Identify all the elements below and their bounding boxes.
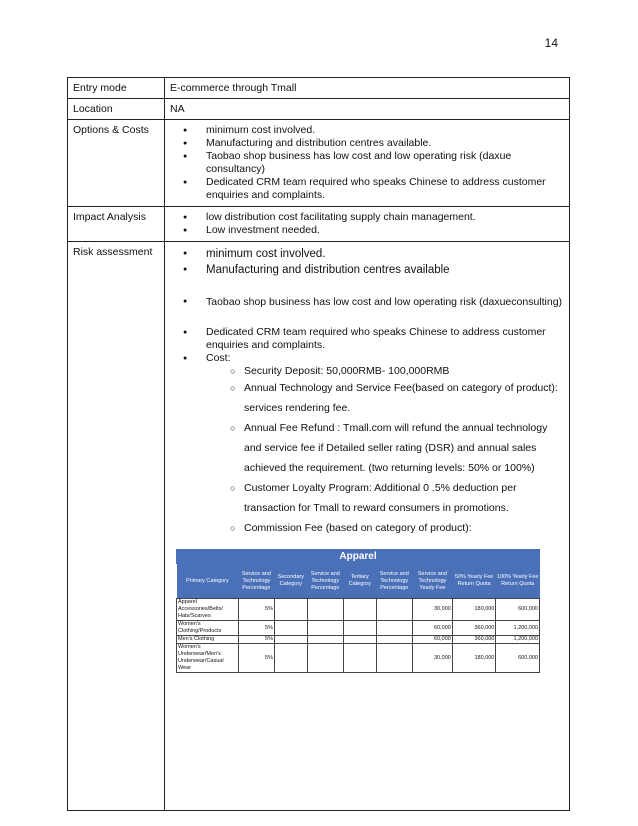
- list-item: ● Taobao shop business has low cost and low operating risk (daxue consultancy): [206, 150, 564, 176]
- table-cell: [307, 599, 343, 621]
- row-impact-analysis: [68, 207, 570, 242]
- table-cell: 5%: [238, 644, 274, 673]
- table-cell: 600,000: [496, 644, 540, 673]
- list-item: [206, 352, 564, 538]
- cost-item: ○ Annual Technology and Service Fee(based on category of product): services rendering fee.: [244, 378, 564, 418]
- table-row: [177, 621, 540, 636]
- table-cell: [275, 599, 308, 621]
- column-header: 50% Yearly Fee Return Quota: [452, 564, 496, 599]
- table-cell: [343, 599, 376, 621]
- table-row: [177, 599, 540, 621]
- list-item: ● minimum cost involved.: [206, 124, 564, 137]
- location-label: Location: [68, 99, 165, 120]
- table-cell: [376, 636, 412, 644]
- apparel-title: Apparel: [176, 549, 540, 564]
- list-item: ● minimum cost involved.: [206, 246, 564, 262]
- table-cell: [376, 599, 412, 621]
- entry-mode-label: Entry mode: [68, 78, 165, 99]
- table-cell: 5%: [238, 636, 274, 644]
- row-location: [68, 99, 570, 120]
- table-cell: [275, 644, 308, 673]
- table-cell: [307, 644, 343, 673]
- column-header: Service and Technology Percentage: [307, 564, 343, 599]
- list-item: ● Low investment needed.: [206, 224, 564, 237]
- table-cell: [343, 644, 376, 673]
- entry-mode-table: [67, 77, 570, 811]
- table-cell: 600,000: [496, 599, 540, 621]
- table-cell: 5%: [238, 621, 274, 636]
- cost-item: ○ Annual Fee Refund : Tmall.com will refund the annual technology and service fee if Detailed seller rating (DSR) and annual sales achieved the requirement. (two returning levels: 50% or 100%): [244, 418, 564, 478]
- cost-sublist: [206, 365, 564, 538]
- list-item: ● Dedicated CRM team required who speaks Chinese to address customer enquiries and complaints.: [206, 326, 564, 352]
- table-cell: 1,200,000: [496, 636, 540, 644]
- table-cell: 180,000: [452, 644, 496, 673]
- table-cell: 30,000: [412, 599, 452, 621]
- table-cell: [275, 636, 308, 644]
- risk-assessment-label: Risk assessment: [68, 242, 165, 811]
- table-row: [177, 644, 540, 673]
- cost-heading: Cost:: [206, 352, 231, 364]
- table-cell: [376, 644, 412, 673]
- column-header: Secondary Category: [275, 564, 308, 599]
- list-item: ● Manufacturing and distribution centres available: [206, 262, 564, 278]
- column-header: 100% Yearly Fee Return Quota: [496, 564, 540, 599]
- location-value: NA: [165, 99, 570, 120]
- options-costs-label: Options & Costs: [68, 120, 165, 207]
- table-cell: [275, 621, 308, 636]
- table-cell: [307, 636, 343, 644]
- entry-mode-value: E-commerce through Tmall: [165, 78, 570, 99]
- page-number: 14: [544, 36, 558, 50]
- table-cell: Apparel Accessories/Belts/ Hats/Scarves: [177, 599, 239, 621]
- apparel-fee-table: [176, 549, 540, 673]
- row-risk-assessment: [68, 242, 570, 811]
- cost-item: ○ Customer Loyalty Program: Additional 0 .5% deduction per transaction for Tmall to reward consumers in promotions.: [244, 478, 564, 518]
- row-entry-mode: [68, 78, 570, 99]
- table-cell: 180,000: [452, 599, 496, 621]
- cost-item: ○ Commission Fee (based on category of product):: [244, 518, 564, 538]
- table-cell: 30,000: [412, 644, 452, 673]
- table-cell: 1,200,000: [496, 621, 540, 636]
- column-header: Service and Technology Percentage: [238, 564, 274, 599]
- risk-assessment-list: [170, 246, 564, 538]
- table-cell: Women's Clothing/Products: [177, 621, 239, 636]
- table-cell: [307, 621, 343, 636]
- cost-item: ○ Security Deposit: 50,000RMB- 100,000RMB: [244, 365, 564, 378]
- table-cell: 60,000: [412, 636, 452, 644]
- table-cell: 5%: [238, 599, 274, 621]
- list-item: ● Manufacturing and distribution centres available.: [206, 137, 564, 150]
- table-cell: 360,000: [452, 621, 496, 636]
- table-cell: [343, 621, 376, 636]
- column-header: Service and Technology Yearly Fee: [412, 564, 452, 599]
- list-item: ● Taobao shop business has low cost and low operating risk (daxueconsulting): [206, 292, 564, 312]
- table-row: [177, 636, 540, 644]
- table-cell: [343, 636, 376, 644]
- options-costs-list: [170, 124, 564, 202]
- fee-header-row: [177, 564, 540, 599]
- table-cell: [376, 621, 412, 636]
- row-options-costs: [68, 120, 570, 207]
- list-item: ● low distribution cost facilitating supply chain management.: [206, 211, 564, 224]
- column-header: Tertiary Category: [343, 564, 376, 599]
- table-cell: Men's Clothing: [177, 636, 239, 644]
- table-cell: 60,000: [412, 621, 452, 636]
- list-item: ● Dedicated CRM team required who speaks Chinese to address customer enquiries and complaints.: [206, 176, 564, 202]
- impact-analysis-label: Impact Analysis: [68, 207, 165, 242]
- impact-analysis-list: [170, 211, 564, 237]
- column-header: Service and Technology Percentage: [376, 564, 412, 599]
- table-cell: 360,000: [452, 636, 496, 644]
- table-cell: Women's Underwear/Men's Underwear/Casual Wear: [177, 644, 239, 673]
- column-header: Primary Category: [177, 564, 239, 599]
- fee-table: [176, 564, 540, 673]
